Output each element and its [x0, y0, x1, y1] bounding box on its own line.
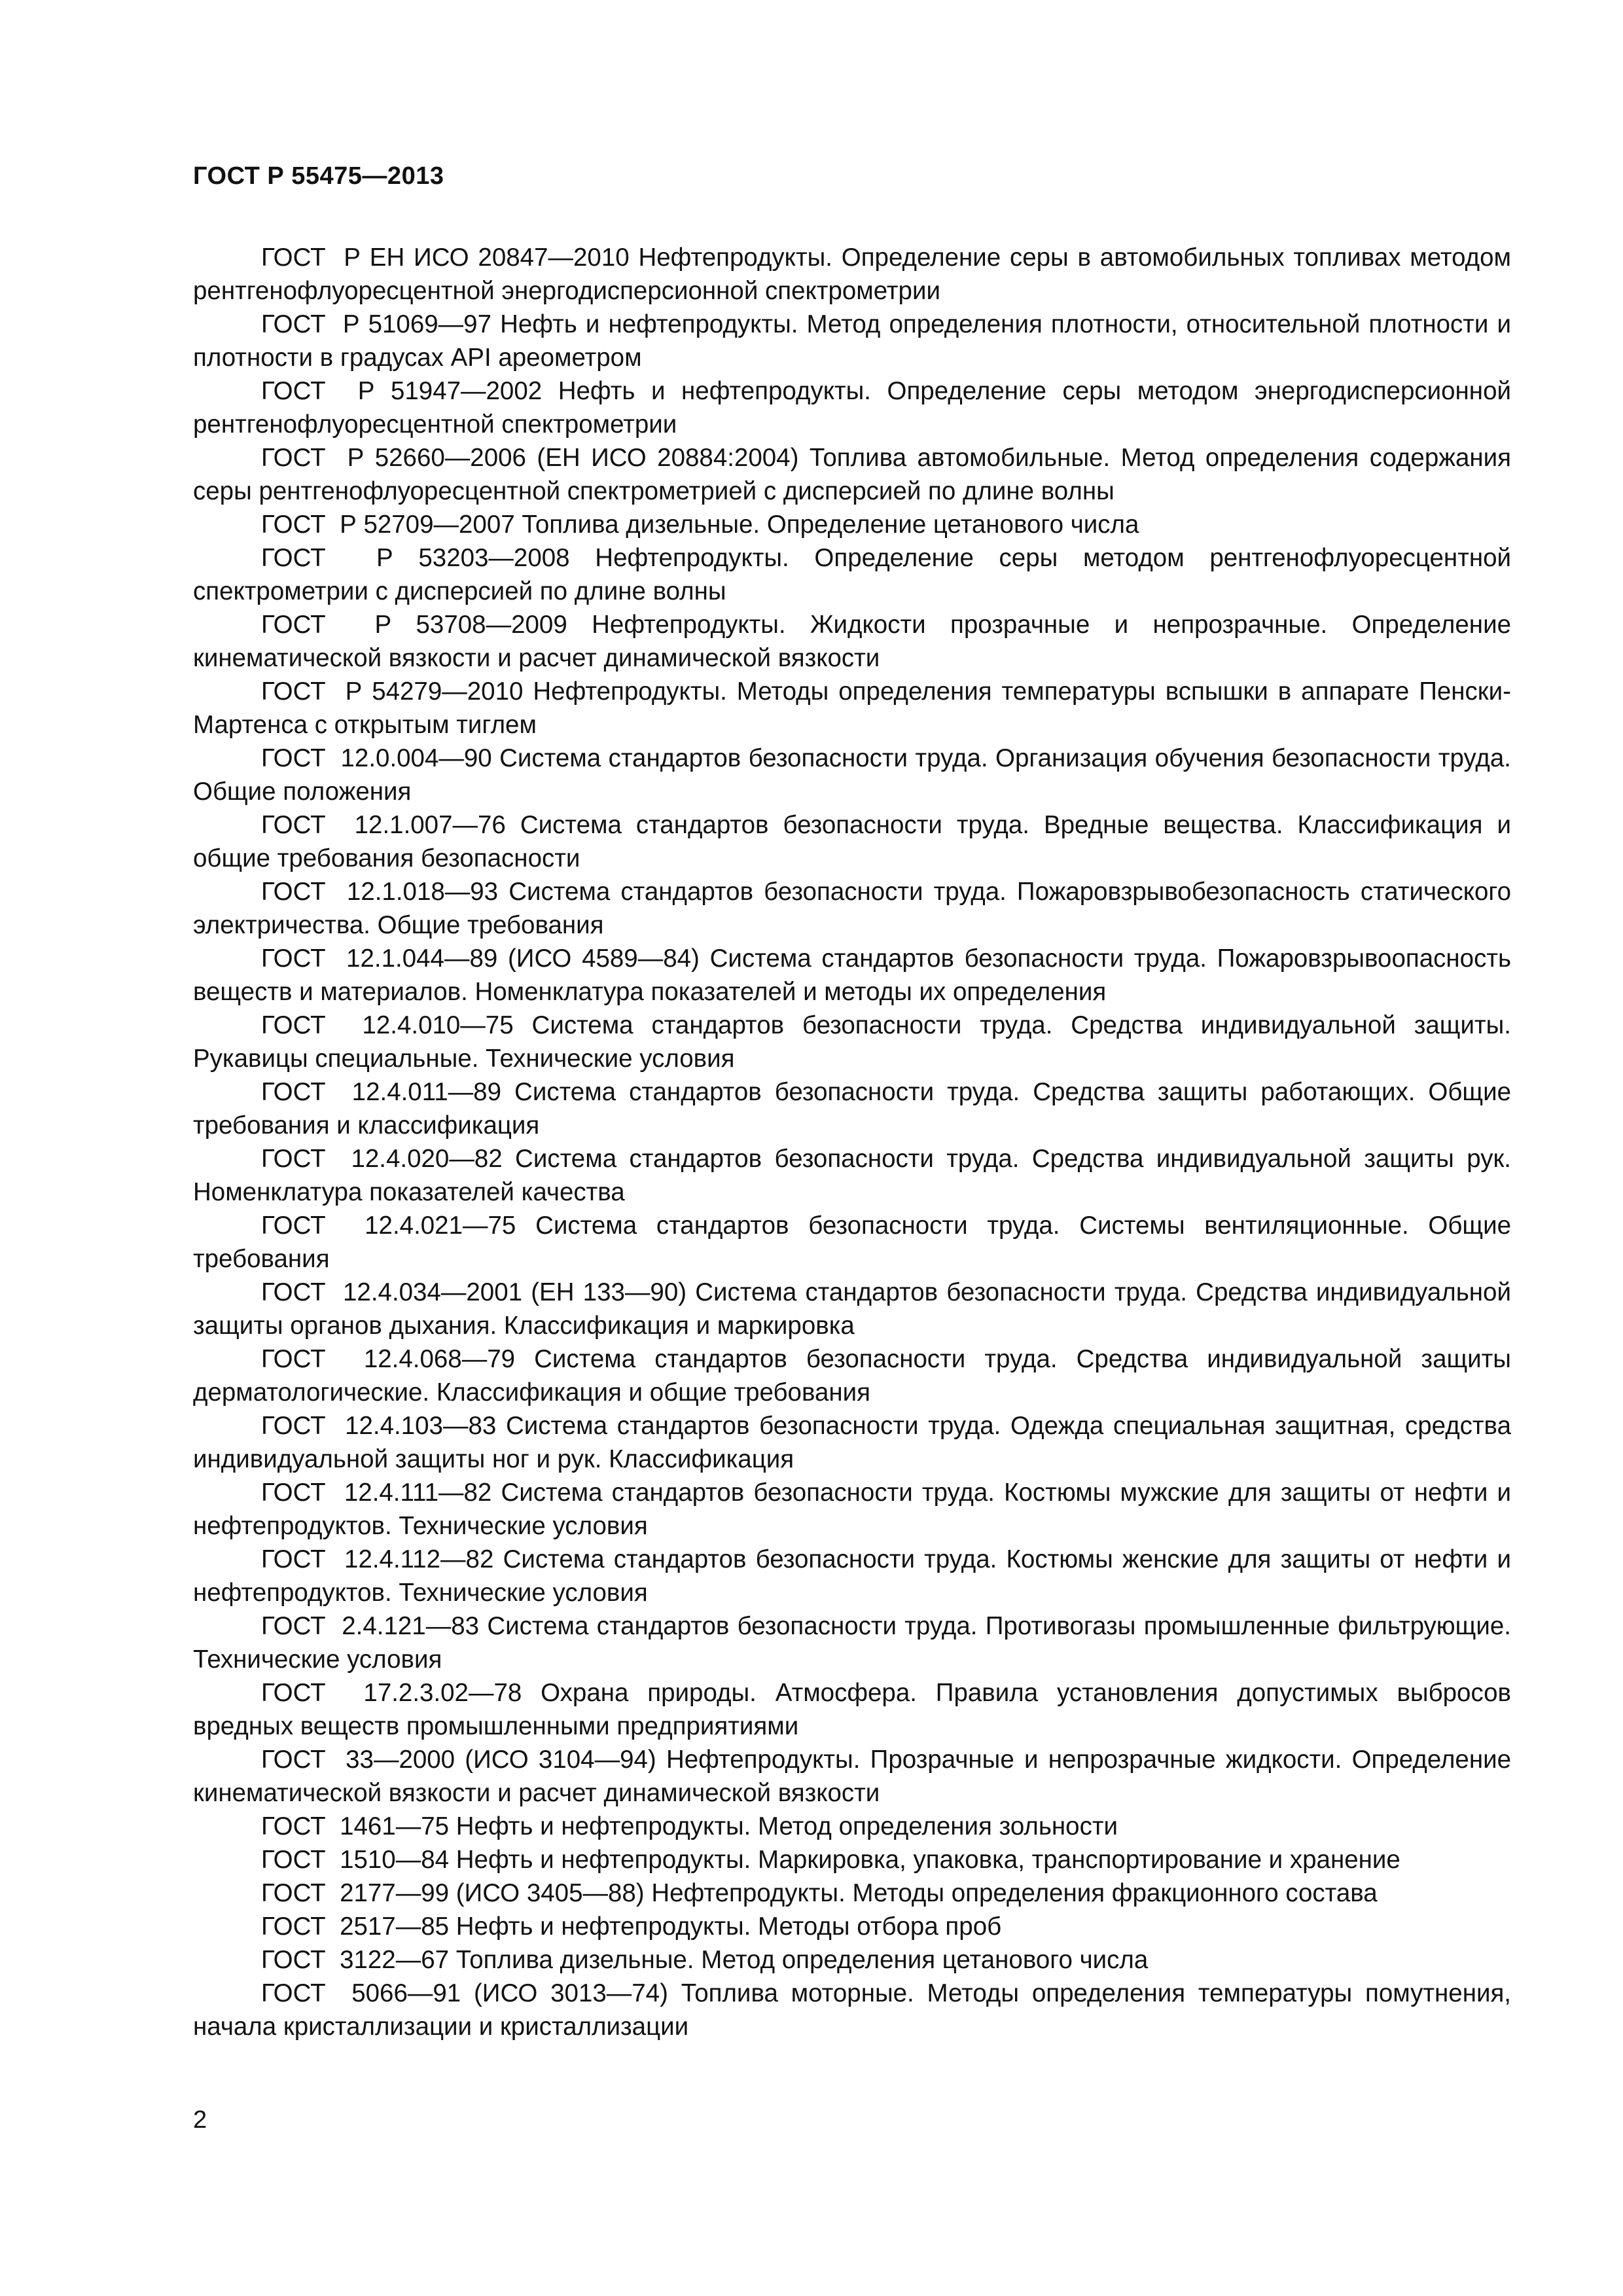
reference-item	[193, 742, 1511, 808]
reference-title: Нефтепродукты. Методы определения фракционного состава	[651, 1879, 1378, 1907]
reference-title: Система стандартов безопасности труда. Костюмы женские для защиты от нефти и нефтепродуктов. Технические условия	[193, 1545, 1511, 1607]
reference-item	[193, 1209, 1511, 1276]
reference-code: ГОСТ 2517—85	[261, 1912, 450, 1941]
reference-code: ГОСТ 5066—91 (ИСО 3013—74)	[261, 1979, 668, 2007]
reference-title: Система стандартов безопасности труда. Вредные вещества. Классификация и общие требования безопасности	[193, 811, 1511, 872]
reference-title: Нефть и нефтепродукты. Определение серы методом энергодисперсионной рентгенофлуоресцентной спектрометрии	[193, 377, 1511, 439]
reference-code: ГОСТ 12.4.068—79	[261, 1345, 516, 1373]
reference-code: ГОСТ 12.4.020—82	[261, 1145, 503, 1173]
reference-item	[193, 1075, 1511, 1142]
reference-code: ГОСТ Р 51947—2002	[261, 377, 543, 405]
reference-code: ГОСТ Р 51069—97	[261, 310, 491, 338]
reference-item	[193, 875, 1511, 942]
reference-title: Нефтепродукты. Определение серы методом рентгенофлуоресцентной спектрометрии с дисперсией по длине волны	[193, 544, 1512, 605]
reference-title: Система стандартов безопасности труда. Средства индивидуальной защиты. Рукавицы специальные. Технические условия	[193, 1011, 1511, 1073]
reference-item	[193, 508, 1511, 541]
reference-item	[193, 1910, 1511, 1943]
reference-code: ГОСТ 12.1.044—89 (ИСО 4589—84)	[261, 944, 700, 973]
reference-title: Нефтепродукты. Жидкости прозрачные и непрозрачные. Определение кинематической вязкости и расчет динамической вязкости	[193, 611, 1511, 672]
document-header: ГОСТ Р 55475—2013	[193, 162, 444, 190]
reference-title: Нефтепродукты. Определение серы в автомобильных топливах методом рентгенофлуоресцентной энергодисперсионной спектрометрии	[193, 243, 1512, 305]
reference-title: Охрана природы. Атмосфера. Правила установления допустимых выбросов вредных веществ промышленными предприятиями	[193, 1679, 1512, 1740]
reference-title: Нефть и нефтепродукты. Метод определения плотности, относительной плотности и плотности в градусах API ареометром	[193, 310, 1512, 372]
reference-code: ГОСТ Р 54279—2010	[261, 677, 524, 706]
reference-code: ГОСТ 12.4.010—75	[261, 1011, 514, 1039]
reference-code: ГОСТ Р 53203—2008	[261, 544, 570, 572]
reference-title: Система стандартов безопасности труда. Системы вентиляционные. Общие требования	[193, 1211, 1511, 1273]
reference-title: Топлива моторные. Методы определения температуры помутнения, начала кристаллизации и кристаллизации	[193, 1979, 1512, 2041]
reference-code: ГОСТ 12.4.103—83	[261, 1412, 497, 1440]
reference-code: ГОСТ 12.4.112—82	[261, 1545, 494, 1573]
reference-code: ГОСТ 2177—99 (ИСО 3405—88)	[261, 1879, 645, 1907]
reference-item	[193, 942, 1511, 1009]
reference-title: Нефтепродукты. Прозрачные и непрозрачные жидкости. Определение кинематической вязкости и расчет динамической вязкости	[193, 1746, 1512, 1807]
reference-item	[193, 1743, 1511, 1810]
reference-item	[193, 441, 1511, 508]
reference-code: ГОСТ 12.1.007—76	[261, 811, 506, 839]
reference-title: Система стандартов безопасности труда. Средства индивидуальной защиты органов дыхания. Классификация и маркировка	[193, 1278, 1511, 1340]
reference-title: Нефть и нефтепродукты. Методы отбора проб	[455, 1912, 1002, 1941]
reference-item	[193, 541, 1511, 608]
reference-item	[193, 1276, 1511, 1342]
reference-code: ГОСТ 2.4.121—83	[261, 1612, 480, 1640]
reference-title: Нефть и нефтепродукты. Метод определения зольности	[455, 1812, 1118, 1840]
reference-code: ГОСТ Р 52709—2007	[261, 511, 515, 539]
reference-item	[193, 308, 1511, 374]
reference-item	[193, 1543, 1511, 1609]
reference-title: Система стандартов безопасности труда. Средства индивидуальной защиты дерматологические. Классификация и общие требования	[193, 1345, 1511, 1407]
reference-item	[193, 1810, 1511, 1843]
reference-code: ГОСТ Р ЕН ИСО 20847—2010	[261, 243, 630, 272]
reference-item	[193, 1943, 1511, 1977]
reference-code: ГОСТ 3122—67	[261, 1946, 450, 1974]
reference-code: ГОСТ 12.4.021—75	[261, 1211, 516, 1240]
reference-item	[193, 1142, 1511, 1209]
reference-item	[193, 1843, 1511, 1876]
reference-item	[193, 675, 1511, 742]
reference-code: ГОСТ 12.4.011—89	[261, 1078, 502, 1106]
reference-code: ГОСТ 1510—84	[261, 1846, 450, 1874]
reference-title: Топлива дизельные. Метод определения цетанового числа	[455, 1946, 1149, 1974]
reference-item	[193, 1342, 1511, 1409]
reference-item	[193, 1876, 1511, 1910]
reference-title: Система стандартов безопасности труда. Средства индивидуальной защиты рук. Номенклатура показателей качества	[193, 1145, 1511, 1206]
normative-references-list	[193, 241, 1511, 2043]
reference-code: ГОСТ 1461—75	[261, 1812, 450, 1840]
reference-item	[193, 1009, 1511, 1075]
reference-title: Система стандартов безопасности труда. Пожаровзрывоопасность веществ и материалов. Номенклатура показателей и методы их определения	[193, 944, 1512, 1006]
reference-title: Топлива дизельные. Определение цетанового числа	[522, 511, 1139, 539]
reference-title: Система стандартов безопасности труда. Одежда специальная защитная, средства индивидуальной защиты ног и рук. Классификация	[193, 1412, 1511, 1473]
reference-title: Система стандартов безопасности труда. Организация обучения безопасности труда. Общие положения	[193, 744, 1511, 806]
reference-title: Система стандартов безопасности труда. Противогазы промышленные фильтрующие. Технические условия	[193, 1612, 1511, 1674]
reference-item	[193, 1476, 1511, 1543]
reference-code: ГОСТ 17.2.3.02—78	[261, 1679, 522, 1707]
reference-title: Нефтепродукты. Методы определения температуры вспышки в аппарате Пенски-Мартенса с открытым тиглем	[193, 677, 1511, 739]
reference-title: Система стандартов безопасности труда. Костюмы мужские для защиты от нефти и нефтепродуктов. Технические условия	[193, 1479, 1512, 1540]
reference-item	[193, 1676, 1511, 1743]
reference-title: Топлива автомобильные. Метод определения содержания серы рентгенофлуоресцентной спектрометрией с дисперсией по длине волны	[193, 444, 1512, 505]
reference-item	[193, 808, 1511, 875]
reference-code: ГОСТ 12.0.004—90	[261, 744, 492, 772]
reference-code: ГОСТ 12.4.034—2001 (ЕН 133—90)	[261, 1278, 687, 1306]
reference-code: ГОСТ 12.1.018—93	[261, 878, 499, 906]
reference-code: ГОСТ Р 53708—2009	[261, 611, 567, 639]
reference-code: ГОСТ Р 52660—2006 (ЕН ИСО 20884:2004)	[261, 444, 799, 472]
reference-item	[193, 241, 1511, 308]
reference-item	[193, 374, 1511, 441]
reference-item	[193, 1977, 1511, 2043]
reference-code: ГОСТ 12.4.111—82	[261, 1479, 492, 1507]
reference-code: ГОСТ 33—2000 (ИСО 3104—94)	[261, 1746, 656, 1774]
reference-title: Нефть и нефтепродукты. Маркировка, упаковка, транспортирование и хранение	[455, 1846, 1400, 1874]
reference-item	[193, 608, 1511, 675]
reference-title: Система стандартов безопасности труда. Пожаровзрывобезопасность статического электричества. Общие требования	[193, 878, 1511, 939]
reference-item	[193, 1609, 1511, 1676]
page-number: 2	[193, 2106, 207, 2134]
reference-item	[193, 1409, 1511, 1476]
reference-title: Система стандартов безопасности труда. Средства защиты работающих. Общие требования и классификация	[193, 1078, 1511, 1139]
